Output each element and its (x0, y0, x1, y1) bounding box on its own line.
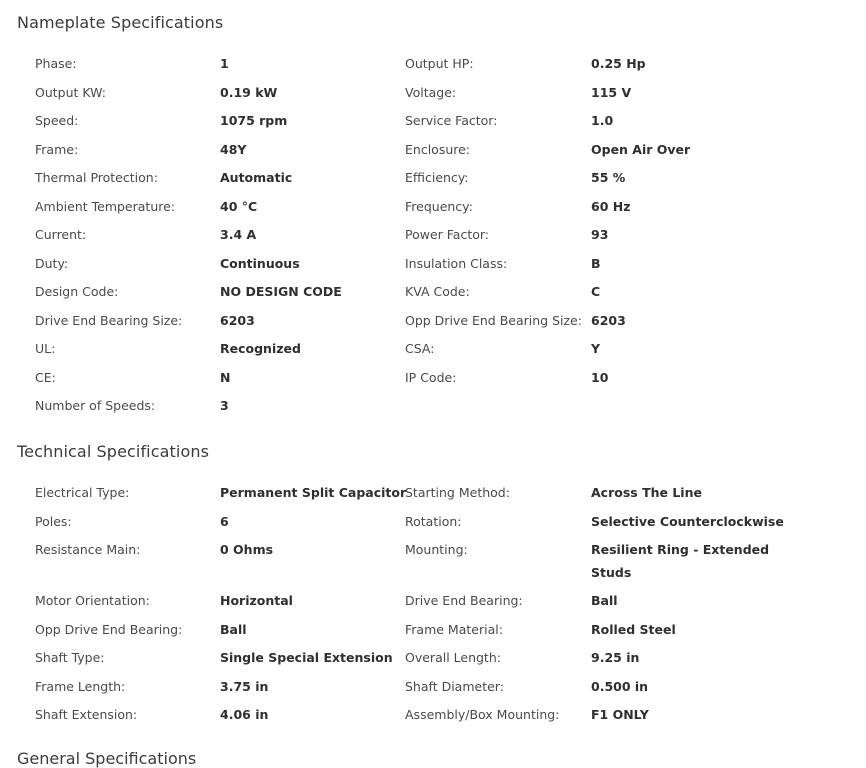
spec-value: 6203 (591, 312, 626, 328)
spec-label: Frame Length: (35, 678, 126, 694)
spec-row (35, 394, 835, 423)
spec-value: F1 ONLY (591, 707, 649, 722)
spec-value: 0.25 Hp (591, 56, 646, 71)
spec-value: Y (591, 341, 601, 356)
spec-label: Mounting: (405, 542, 468, 557)
spec-row (35, 337, 835, 366)
spec-label: Design Code: (35, 284, 119, 299)
spec-label: Service Factor: (405, 113, 498, 128)
spec-row (35, 109, 835, 138)
spec-row (35, 81, 835, 110)
spec-label: Assembly/Box Mounting: (405, 707, 560, 722)
spec-value: 3.4 A (220, 227, 257, 242)
spec-value: 1 (220, 56, 229, 71)
spec-value: 4.06 in (220, 707, 269, 722)
spec-label: Voltage: (405, 84, 457, 100)
spec-label: Drive End Bearing Size: (35, 312, 183, 328)
spec-row (35, 618, 835, 647)
spec-value: Continuous (220, 255, 300, 271)
spec-label: Starting Method: (405, 485, 510, 500)
spec-value: 6203 (220, 312, 255, 328)
spec-label: Number of Speeds: (35, 398, 156, 413)
spec-row (35, 510, 835, 539)
nameplate-section-title: Nameplate Specifications (17, 13, 224, 32)
spec-value: Single Special Extension (220, 650, 393, 665)
spec-value: 6 (220, 513, 229, 529)
spec-value: NO DESIGN CODE (220, 284, 342, 299)
spec-label: UL: (35, 341, 56, 356)
spec-row (35, 589, 835, 618)
spec-label: Opp Drive End Bearing: (35, 621, 183, 637)
spec-value: Horizontal (220, 593, 293, 608)
spec-label: Frame Material: (405, 621, 503, 637)
spec-value: 40 °C (220, 198, 258, 214)
spec-row (35, 538, 835, 589)
spec-value: Automatic (220, 170, 293, 185)
spec-row (35, 703, 835, 732)
spec-label: Poles: (35, 513, 72, 529)
spec-value: Ball (591, 593, 618, 608)
spec-label: Shaft Type: (35, 650, 105, 665)
spec-label: Phase: (35, 56, 77, 71)
spec-row (35, 252, 835, 281)
spec-row (35, 195, 835, 224)
spec-value: 1.0 (591, 113, 614, 128)
spec-row (35, 366, 835, 395)
spec-row (35, 280, 835, 309)
spec-row (35, 223, 835, 252)
spec-value: Across The Line (591, 485, 702, 500)
spec-label: Shaft Extension: (35, 707, 138, 722)
spec-label: Efficiency: (405, 170, 469, 185)
spec-value: 93 (591, 227, 609, 242)
spec-value: 60 Hz (591, 198, 631, 214)
spec-label: Thermal Protection: (35, 170, 158, 185)
spec-label: Enclosure: (405, 141, 471, 157)
technical-section-title: Technical Specifications (17, 442, 210, 461)
spec-label: IP Code: (405, 369, 457, 385)
spec-row (35, 481, 835, 510)
spec-row (35, 166, 835, 195)
spec-label: Motor Orientation: (35, 593, 150, 608)
spec-label: Overall Length: (405, 650, 501, 665)
spec-row (35, 52, 835, 81)
spec-value: Rolled Steel (591, 621, 676, 637)
spec-value: Selective Counterclockwise (591, 513, 784, 529)
spec-value: 1075 rpm (220, 113, 288, 128)
spec-value: B (591, 255, 601, 271)
spec-value: C (591, 284, 601, 299)
spec-label: Frame: (35, 141, 79, 157)
spec-label: Power Factor: (405, 227, 490, 242)
spec-value: 115 V (591, 84, 632, 100)
spec-label: CE: (35, 369, 56, 385)
spec-label: Duty: (35, 255, 69, 271)
spec-label: Current: (35, 227, 87, 242)
spec-row (35, 309, 835, 338)
spec-label: Frequency: (405, 198, 473, 214)
spec-value: 0 Ohms (220, 542, 274, 557)
spec-label: CSA: (405, 341, 435, 356)
spec-label: Opp Drive End Bearing Size: (405, 312, 582, 328)
technical-spec-table (35, 481, 835, 732)
spec-value: Permanent Split Capacitor (220, 485, 407, 500)
spec-value: 55 % (591, 170, 626, 185)
spec-value: Open Air Over (591, 141, 691, 157)
spec-label: Output HP: (405, 56, 474, 71)
nameplate-spec-table (35, 52, 835, 423)
spec-label: Speed: (35, 113, 79, 128)
spec-value: 0.500 in (591, 678, 649, 694)
spec-label: KVA Code: (405, 284, 470, 299)
spec-label: Rotation: (405, 513, 462, 529)
spec-value: 48Y (220, 141, 247, 157)
spec-label: Ambient Temperature: (35, 198, 176, 214)
spec-row (35, 138, 835, 167)
spec-value: 9.25 in (591, 650, 640, 665)
spec-label: Output KW: (35, 84, 106, 100)
spec-value: 3 (220, 398, 229, 413)
general-section-title: General Specifications (17, 749, 197, 768)
spec-label: Resistance Main: (35, 542, 141, 557)
spec-value: N (220, 369, 231, 385)
spec-label: Shaft Diameter: (405, 678, 504, 694)
spec-value: Recognized (220, 341, 301, 356)
spec-value: 10 (591, 369, 609, 385)
spec-label: Insulation Class: (405, 255, 508, 271)
spec-value: Resilient Ring - Extended Studs (591, 542, 770, 580)
spec-value: Ball (220, 621, 247, 637)
spec-row (35, 675, 835, 704)
spec-label: Drive End Bearing: (405, 593, 523, 608)
spec-value: 3.75 in (220, 678, 269, 694)
spec-row (35, 646, 835, 675)
spec-label: Electrical Type: (35, 485, 130, 500)
spec-value: 0.19 kW (220, 84, 278, 100)
